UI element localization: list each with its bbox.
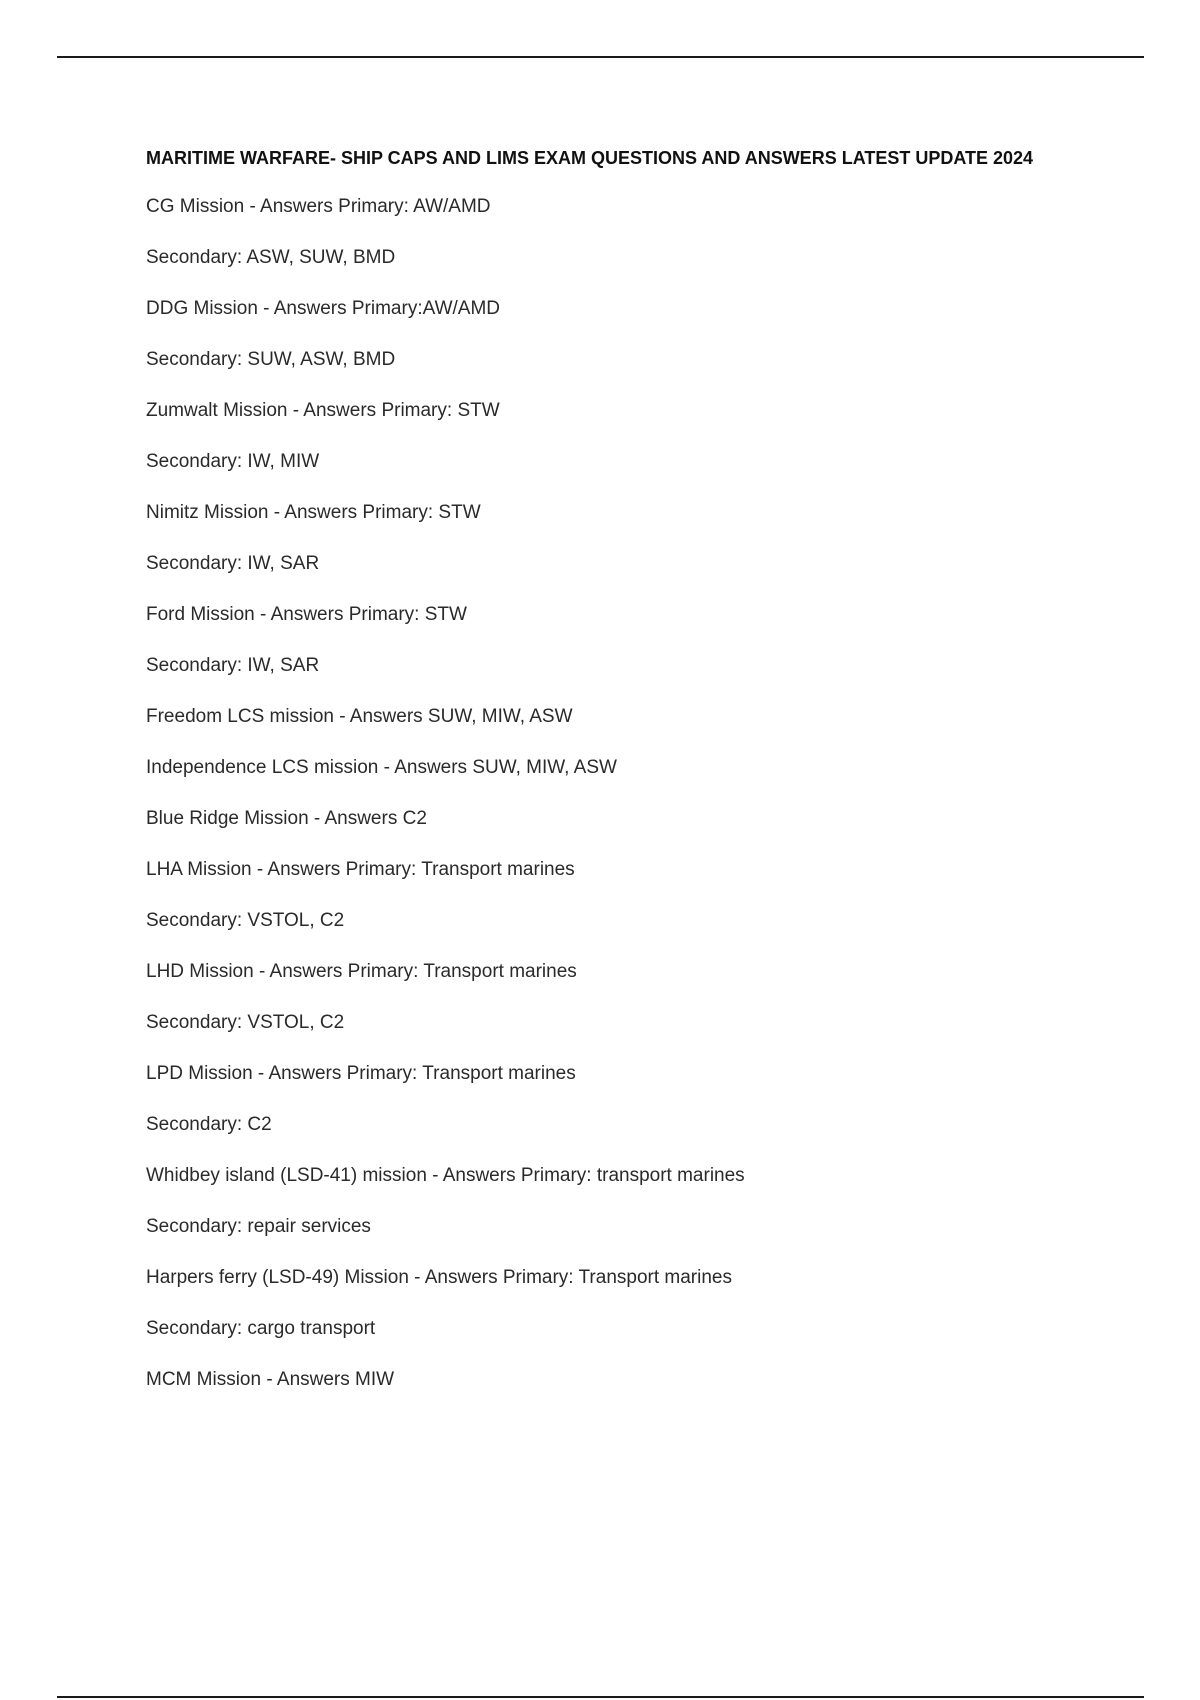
qa-line: CG Mission - Answers Primary: AW/AMD xyxy=(146,196,491,217)
qa-line: LPD Mission - Answers Primary: Transport marines xyxy=(146,1063,576,1084)
top-rule xyxy=(57,56,1144,58)
qa-line: MCM Mission - Answers MIW xyxy=(146,1369,395,1390)
qa-line: Independence LCS mission - Answers SUW, MIW, ASW xyxy=(146,757,617,778)
qa-line: Blue Ridge Mission - Answers C2 xyxy=(146,808,427,829)
qa-line: Secondary: ASW, SUW, BMD xyxy=(146,247,396,268)
document-body xyxy=(146,147,1146,1392)
qa-line: Secondary: repair services xyxy=(146,1216,371,1237)
document-title: MARITIME WARFARE- SHIP CAPS AND LIMS EXAM QUESTIONS AND ANSWERS LATEST UPDATE 2024 xyxy=(146,148,1034,168)
qa-line: Secondary: SUW, ASW, BMD xyxy=(146,349,396,370)
qa-line: Whidbey island (LSD-41) mission - Answers Primary: transport marines xyxy=(146,1165,745,1186)
qa-line: Secondary: VSTOL, C2 xyxy=(146,910,345,931)
qa-line: Harpers ferry (LSD-49) Mission - Answers Primary: Transport marines xyxy=(146,1267,732,1288)
qa-line: Secondary: cargo transport xyxy=(146,1318,376,1339)
qa-line: Secondary: IW, MIW xyxy=(146,451,320,472)
qa-line: Nimitz Mission - Answers Primary: STW xyxy=(146,502,481,523)
qa-line: Zumwalt Mission - Answers Primary: STW xyxy=(146,400,500,421)
qa-line: DDG Mission - Answers Primary:AW/AMD xyxy=(146,298,500,319)
qa-line: LHA Mission - Answers Primary: Transport marines xyxy=(146,859,575,880)
qa-line: LHD Mission - Answers Primary: Transport marines xyxy=(146,961,577,982)
bottom-rule xyxy=(57,1696,1144,1698)
qa-list xyxy=(146,195,1146,1392)
qa-line: Secondary: IW, SAR xyxy=(146,655,320,676)
qa-line: Freedom LCS mission - Answers SUW, MIW, ASW xyxy=(146,706,573,727)
qa-line: Secondary: C2 xyxy=(146,1114,272,1135)
qa-line: Secondary: IW, SAR xyxy=(146,553,320,574)
qa-line: Ford Mission - Answers Primary: STW xyxy=(146,604,467,625)
qa-line: Secondary: VSTOL, C2 xyxy=(146,1012,345,1033)
